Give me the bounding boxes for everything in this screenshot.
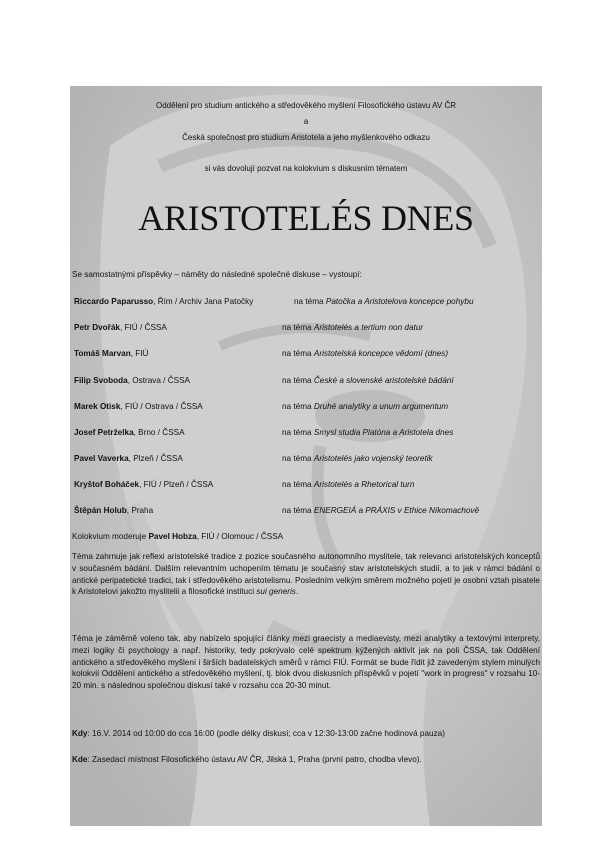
- topic-title: ENERGEIÁ a PRÁXIS v Ethice Níkomachově: [313, 506, 480, 515]
- speaker-affiliation: , Brno / ČSSA: [133, 428, 185, 437]
- speaker-row: [74, 322, 167, 333]
- speaker-topic: [282, 453, 433, 464]
- topic-prefix: na téma: [282, 402, 312, 411]
- speaker-name: Pavel Vaverka: [74, 454, 129, 463]
- speaker-topic: [294, 296, 474, 307]
- topic-prefix: na téma: [282, 428, 312, 437]
- speaker-topic: [282, 505, 479, 516]
- topic-title: České a slovenské aristotelské bádání: [313, 376, 454, 385]
- topic-prefix: na téma: [282, 376, 312, 385]
- speaker-topic: [282, 401, 448, 412]
- speaker-name: Tomáš Marvan: [74, 349, 131, 358]
- speaker-row: [74, 505, 153, 516]
- event-location: [72, 754, 422, 765]
- sui-generis: sui generis: [256, 587, 296, 597]
- event-location-text: : Zasedací místnost Filosofického ústavu AV ČR, Jilská 1, Praha (první patro, chodba vlevo).: [87, 755, 422, 764]
- speaker-affiliation: , Ostrava / ČSSA: [127, 376, 191, 385]
- description-paragraph-2: Téma je záměrně voleno tak, aby nabízelo spojující články mezi graecisty a mediaevisty, mezi analytiky a textovými interprety, mezi logiky či psychology a např. historiky, tedy pokrývalo celé spektrum kýžených aktivit jak na poli ČSSA, tak Oddělení antického a středověkého myšlení i širších badatelských směrů v rámci FIÚ. Formát se bude řídit již zavedeným stylem minulých kolokvií Oddělení antického a středověkého myšlení, tj. blok dvou diskusních příspěvků v pojetí "work in progress" v rozsahu 10-20 min. s následnou společnou diskusí také v rozsahu cca 20-30 minut.: [72, 634, 540, 691]
- speaker-name: Riccardo Paparusso: [74, 297, 154, 306]
- speaker-name: Petr Dvořák: [74, 323, 120, 332]
- conjunction: a: [303, 117, 309, 126]
- speaker-topic: [282, 427, 453, 438]
- topic-prefix: na téma: [282, 454, 312, 463]
- speaker-name: Josef Petrželka: [74, 428, 134, 437]
- moderator-affiliation: , FIÚ / Olomouc / ČSSA: [196, 532, 284, 541]
- speaker-name: Filip Svoboda: [74, 376, 128, 385]
- speaker-topic: [282, 479, 414, 490]
- speaker-row: [74, 479, 213, 490]
- event-title: ARISTOTELÉS DNES: [138, 198, 474, 238]
- speaker-row: [74, 375, 190, 386]
- speaker-topic: [282, 375, 454, 386]
- speaker-row: [74, 427, 185, 438]
- topic-prefix: na téma: [282, 506, 312, 515]
- event-date-label: Kdy: [72, 729, 88, 738]
- description-paragraph-1-text: Téma zahrnuje jak reflexi aristotelské tradice z pozice současného autonomního myslitele, tak relevanci aristotelských konceptů v současném bádání. Dalším relevantním uchopením tématu je současný stav aristotelských studií, a to jak v rámci bádání o antické peripatetické tradici, tak i středověkého aristotelismu. Posledním velkým směrem možného pojetí je osobní vztah pisatele k Aristotelovi jakožto myslitelii a filosofické instituci: [72, 552, 540, 597]
- topic-prefix: na téma: [282, 349, 312, 358]
- topic-title: Aristotelská koncepce vědomí (dnes): [313, 349, 449, 358]
- speaker-name: Kryštof Boháček: [74, 480, 140, 489]
- speaker-affiliation: , FIÚ / ČSSA: [119, 323, 167, 332]
- moderator-name: Pavel Hobza: [148, 532, 197, 541]
- speaker-affiliation: , Řím / Archiv Jana Patočky: [153, 297, 254, 306]
- speakers-intro: Se samostatnými příspěvky – náměty do následné společné diskuse – vystoupí:: [72, 270, 362, 279]
- speaker-affiliation: , FIÚ: [130, 349, 149, 358]
- speaker-row: [74, 348, 148, 359]
- speaker-affiliation: , FIÚ / Plzeň / ČSSA: [139, 480, 214, 489]
- description-paragraph-1: Téma zahrnuje jak reflexi aristotelské tradice z pozice současného autonomního myslitele, tak relevanci aristotelských konceptů v současném bádání. Dalším relevantním uchopením tématu je současný stav aristotelských studií, a to jak v rámci bádání o antické peripatetické tradici, tak i středověkého aristotelismu. Posledním velkým směrem možného pojetí je osobní vztah pisatele k Aristotelovi jakožto myslitelii a filosofické instituci sui generis.: [72, 552, 540, 597]
- speaker-row: [74, 453, 183, 464]
- speaker-affiliation: , FIÚ / Ostrava / ČSSA: [120, 402, 203, 411]
- topic-prefix: na téma: [294, 297, 324, 306]
- speaker-row: [74, 296, 253, 307]
- speaker-name: Marek Otisk: [74, 402, 121, 411]
- topic-title: Smysl studia Platóna a Aristotela dnes: [313, 428, 454, 437]
- topic-title: Druhé analytiky a unum argumentum: [313, 402, 449, 411]
- speaker-name: Štěpán Holub: [74, 506, 127, 515]
- organizer-2: Česká společnost pro studium Aristotela a jeho myšlenkového odkazu: [182, 133, 430, 142]
- organizer-1: Oddělení pro studium antického a středověkého myšlení Filosofického ústavu AV ČR: [155, 101, 456, 110]
- speaker-topic: [282, 322, 423, 333]
- speaker-affiliation: , Plzeň / ČSSA: [128, 454, 183, 463]
- topic-title: Aristotelés a Rhetorical turn: [313, 480, 415, 489]
- speaker-affiliation: , Praha: [126, 506, 154, 515]
- topic-prefix: na téma: [282, 323, 312, 332]
- event-date: [72, 728, 445, 739]
- event-location-label: Kde: [72, 755, 88, 764]
- speaker-row: [74, 401, 203, 412]
- topic-title: Aristotelés jako vojenský teoretik: [313, 454, 433, 463]
- moderator-line: [72, 531, 283, 542]
- topic-title: Patočka a Aristotelova koncepce pohybu: [325, 297, 474, 306]
- speaker-topic: [282, 348, 448, 359]
- topic-prefix: na téma: [282, 480, 312, 489]
- invitation-line: si vás dovolují pozvat na kolokvium s diskusním tématem: [204, 164, 408, 173]
- topic-title: Aristotelés a tertium non datur: [313, 323, 424, 332]
- moderator-prefix: Kolokvium moderuje: [72, 532, 149, 541]
- event-date-text: : 16.V. 2014 od 10:00 do cca 16:00 (podle délky diskusí; cca v 12:30-13:00 začne hodinová pauza): [87, 729, 445, 738]
